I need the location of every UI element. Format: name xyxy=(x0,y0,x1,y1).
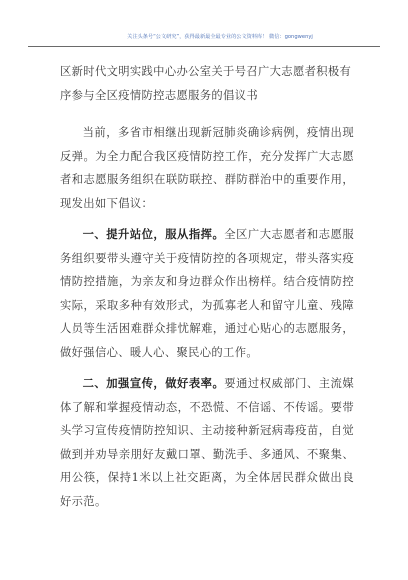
document-title: 区新时代文明实践中心办公室关于号召广大志愿者积极有序参与全区疫情防控志愿服务的倡议书 xyxy=(60,65,352,102)
paragraph-intro xyxy=(60,121,354,215)
paragraph-section-1 xyxy=(60,223,354,364)
paragraph-text: 要通过权威部门、主流媒体了解和掌握疫情动态，不恐慌、不信谣、不传谣。要带头学习宣传疫情防控知识、主动接种新冠病毒疫苗，自觉做到并劝导亲朋好友戴口罩、勤洗手、多通风、不聚集、用公筷，保持1米以上社交距离，为全体居民群众做出良好示范。 xyxy=(60,377,354,508)
document-body xyxy=(60,60,354,513)
section-heading: 一、提升站位，服从指挥。 xyxy=(82,227,225,241)
header-divider xyxy=(28,46,380,47)
paragraph-section-2 xyxy=(60,372,354,513)
paragraph-text: 全区广大志愿者和志愿服务组织要带头遵守关于疫情防控的各项规定，带头落实疫情防控措施，为亲友和身边群众作出榜样。结合疫情防控实际，采取多种有效形式，为孤寡老人和留守儿童、残障人员等生活困难群众排忧解难，通过心贴心的志愿服务，做好强信心、暖人心、聚民心的工作。 xyxy=(60,228,354,359)
paragraph-text: 当前，多省市相继出现新冠肺炎确诊病例，疫情出现反弹。为全力配合我区疫情防控工作，充分发挥广大志愿者和志愿服务组织在联防联控、群防群治中的重要作用，现发出如下倡议： xyxy=(60,126,354,210)
section-heading: 二、加强宣传，做好表率。 xyxy=(82,376,225,390)
header-banner[interactable]: 关注头条号“公文研究”，获得最新最全最专业的公文资料库！ 微信：gongwenyj xyxy=(127,34,313,40)
